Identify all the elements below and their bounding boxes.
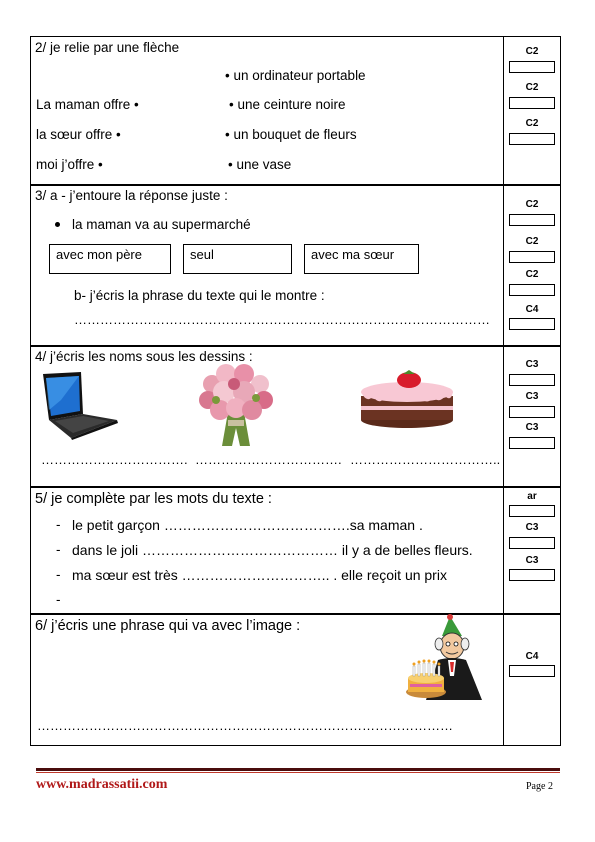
fill-in-line[interactable]: le petit garçon ………………………………….sa maman . xyxy=(72,517,423,533)
score-box[interactable] xyxy=(509,406,555,418)
answer-option[interactable] xyxy=(183,244,292,274)
section-4-title: 4/ j’écris les noms sous les dessins : xyxy=(35,349,253,364)
competence-code: C2 xyxy=(525,199,539,210)
score-box[interactable] xyxy=(509,284,555,296)
dash-marker: - xyxy=(56,517,61,532)
fill-in-line[interactable]: dans le joli …………………………………… il y a de belles fleurs. xyxy=(72,542,473,558)
section-3-title: 3/ a - j’entoure la réponse juste : xyxy=(35,188,228,203)
competence-code: C2 xyxy=(525,118,539,129)
section-6-title: 6/ j’écris une phrase qui va avec l’image : xyxy=(35,618,301,634)
answer-line[interactable]: …………………………….. xyxy=(350,452,501,467)
score-box[interactable] xyxy=(509,318,555,330)
dash-marker: - xyxy=(56,542,61,557)
score-box[interactable] xyxy=(509,437,555,449)
answer-option-label: seul xyxy=(190,247,214,262)
competence-code: C3 xyxy=(525,359,539,370)
bouquet-image xyxy=(194,362,278,448)
competence-code: C3 xyxy=(525,555,539,566)
competence-code: C2 xyxy=(525,236,539,247)
match-right-item[interactable]: • un bouquet de fleurs xyxy=(225,127,357,142)
answer-option-label: avec ma sœur xyxy=(311,247,395,262)
birthday-man-image xyxy=(404,614,492,702)
dash-marker: - xyxy=(56,567,61,582)
section-divider xyxy=(30,486,561,488)
score-box[interactable] xyxy=(509,374,555,386)
question-bullet-text: la maman va au supermarché xyxy=(72,217,251,232)
score-box[interactable] xyxy=(509,214,555,226)
competence-code: C4 xyxy=(525,304,539,315)
bullet-icon xyxy=(55,222,60,227)
section-2-title: 2/ je relie par une flèche xyxy=(35,40,180,55)
cake-image xyxy=(359,370,455,430)
section-5-title: 5/ je complète par les mots du texte : xyxy=(35,491,272,507)
score-column-divider xyxy=(503,36,504,746)
answer-line[interactable]: ……………………………. xyxy=(41,452,188,467)
competence-code: C2 xyxy=(525,269,539,280)
section-divider xyxy=(30,345,561,347)
fill-in-line[interactable]: ma sœur est très ………………………….. . elle reçoit un prix xyxy=(72,567,447,583)
answer-option[interactable] xyxy=(304,244,419,274)
score-box[interactable] xyxy=(509,537,555,549)
answer-line[interactable]: …………………………………………………………………………………… xyxy=(37,718,453,733)
score-box[interactable] xyxy=(509,97,555,109)
page-number: Page 2 xyxy=(526,781,553,792)
footer-rule-dark xyxy=(36,768,560,771)
score-box[interactable] xyxy=(509,505,555,517)
competence-code: ar xyxy=(527,491,537,502)
score-box[interactable] xyxy=(509,569,555,581)
match-left-item[interactable]: moi j’offre • xyxy=(36,157,103,172)
answer-line[interactable]: ……………………………. xyxy=(195,452,342,467)
score-box[interactable] xyxy=(509,665,555,677)
competence-code: C3 xyxy=(525,422,539,433)
answer-option[interactable] xyxy=(49,244,171,274)
competence-code: C2 xyxy=(525,82,539,93)
section-divider xyxy=(30,184,561,186)
match-right-item[interactable]: • une ceinture noire xyxy=(229,97,346,112)
competence-code: C4 xyxy=(525,651,539,662)
question-b-text: b- j’écris la phrase du texte qui le montre : xyxy=(74,288,325,303)
score-box[interactable] xyxy=(509,61,555,73)
answer-option-label: avec mon père xyxy=(56,247,142,262)
answer-line[interactable]: …………………………………………………………………………………… xyxy=(74,312,490,327)
competence-code: C3 xyxy=(525,522,539,533)
score-box[interactable] xyxy=(509,251,555,263)
dash-marker: - xyxy=(56,592,61,607)
score-box[interactable] xyxy=(509,133,555,145)
match-left-item[interactable]: la sœur offre • xyxy=(36,127,121,142)
match-right-item[interactable]: • une vase xyxy=(228,157,292,172)
match-right-item[interactable]: • un ordinateur portable xyxy=(225,68,366,83)
footer-website-link[interactable]: www.madrassatii.com xyxy=(36,777,168,792)
footer-rule-red xyxy=(36,772,560,773)
match-left-item[interactable]: La maman offre • xyxy=(36,97,139,112)
competence-code: C2 xyxy=(525,46,539,57)
laptop-image xyxy=(41,370,119,440)
competence-code: C3 xyxy=(525,391,539,402)
